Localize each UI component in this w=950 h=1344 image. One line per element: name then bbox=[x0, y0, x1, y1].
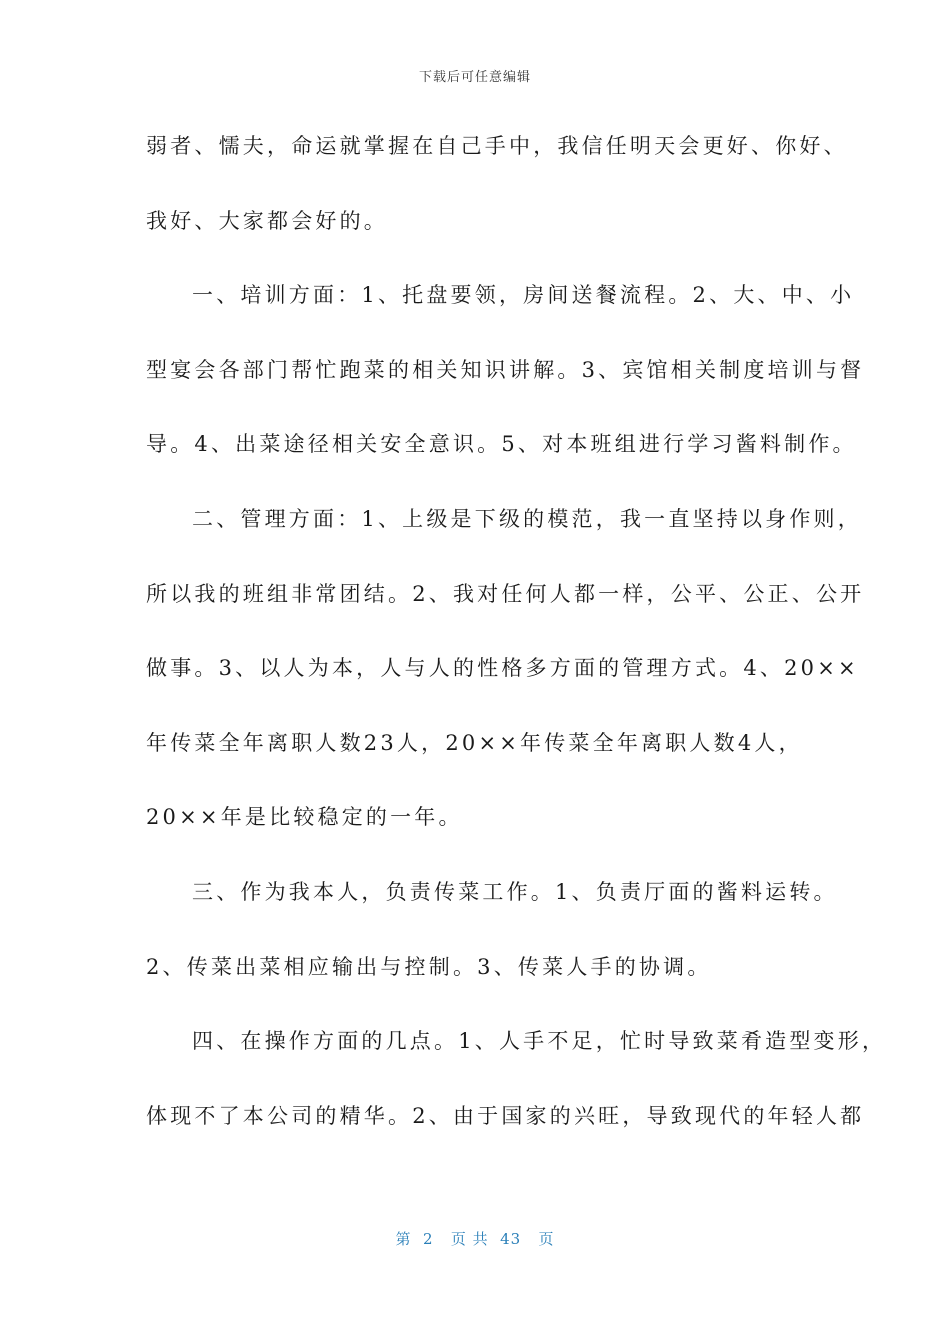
paragraph-start-training: 一、培训方面：1、托盘要领，房间送餐流程。2、大、中、小 bbox=[192, 283, 855, 308]
text-line: 做事。3、以人为本，人与人的性格多方面的管理方式。4、20×× bbox=[146, 656, 859, 681]
text-line: 所以我的班组非常团结。2、我对任何人都一样，公平、公正、公开 bbox=[146, 581, 865, 606]
page-number-footer: 第 2 页 共 43 页 bbox=[395, 1230, 555, 1248]
text-line: 体现不了本公司的精华。2、由于国家的兴旺，导致现代的年轻人都 bbox=[146, 1103, 865, 1128]
document-body bbox=[146, 126, 887, 1170]
paragraph-start-operations: 四、在操作方面的几点。1、人手不足，忙时导致菜肴造型变形， bbox=[192, 1029, 887, 1054]
text-line: 型宴会各部门帮忙跑菜的相关知识讲解。3、宾馆相关制度培训与督 bbox=[146, 357, 865, 382]
text-line: 弱者、懦夫，命运就掌握在自己手中，我信任明天会更好、你好、 bbox=[146, 134, 848, 158]
paragraph-start-personal: 三、作为我本人，负责传菜工作。1、负责厅面的酱料运转。 bbox=[192, 879, 838, 904]
text-line: 年传菜全年离职人数23人，20××年传菜全年离职人数4人， bbox=[146, 730, 803, 755]
page-header: 下载后可任意编辑 bbox=[418, 70, 531, 85]
paragraph-start-management: 二、管理方面：1、上级是下级的模范，我一直坚持以身作则， bbox=[192, 506, 862, 531]
text-line: 2、传菜出菜相应输出与控制。3、传菜人手的协调。 bbox=[146, 954, 712, 979]
text-line: 导。4、出菜途径相关安全意识。5、对本班组进行学习酱料制作。 bbox=[146, 432, 857, 457]
text-line: 20××年是比较稳定的一年。 bbox=[146, 805, 463, 830]
text-line: 我好、大家都会好的。 bbox=[146, 208, 388, 233]
